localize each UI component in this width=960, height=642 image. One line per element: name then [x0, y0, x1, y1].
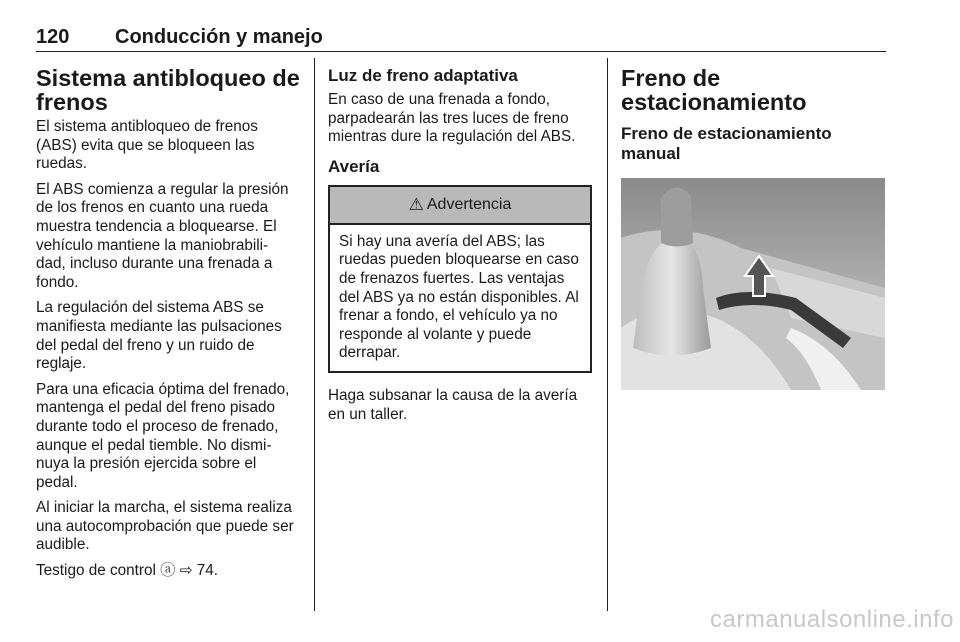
column-abs	[36, 58, 302, 588]
column-divider-1	[314, 58, 315, 611]
page-ref-arrow-icon: ⇨	[179, 562, 193, 580]
warning-box	[328, 185, 592, 373]
fault-heading: Avería	[328, 156, 380, 176]
abs-paragraph-3: La regulación del sistema ABS se manifiesta mediante las pulsaciones del pedal del freno y un ruido de reglaje.	[36, 299, 282, 373]
page-header	[36, 26, 888, 52]
warning-body	[330, 225, 590, 371]
page-ref-link[interactable]: 74.	[196, 562, 219, 580]
warning-header	[330, 187, 590, 225]
warning-icon: ⚠	[408, 194, 424, 214]
abs-paragraph-5: Al iniciar la marcha, el sistema realiza una autocomprobación que puede ser audible.	[36, 499, 294, 554]
abs-heading: Sistema antibloqueo de frenos	[36, 65, 300, 115]
watermark: carmanualsonline.info	[710, 606, 954, 633]
warning-title: Advertencia	[426, 195, 512, 213]
parking-brake-heading: Freno de estacionamiento	[621, 65, 807, 115]
fault-remedy-paragraph: Haga subsanar la causa de la avería en un taller.	[328, 386, 578, 423]
parking-brake-photo	[621, 178, 885, 390]
header-rule	[36, 51, 886, 52]
abs-testigo-line	[36, 562, 302, 581]
column-brake-light	[328, 58, 596, 431]
abs-warning-light-icon: ⓐ	[160, 562, 176, 580]
abs-paragraph-1: El sistema antibloqueo de frenos (ABS) evita que se bloqueen las ruedas.	[36, 118, 258, 173]
brake-light-paragraph: En caso de una frenada a fondo, parpadearán las tres luces de freno mientras dure la regulación del ABS.	[328, 91, 576, 146]
abs-paragraph-2: El ABS comienza a regular la presión de los frenos en cuanto una rueda muestra tendencia a bloquearse. El vehículo mantiene la maniobrabili- dad, incluso durante una frenada a fondo.	[36, 180, 289, 291]
warning-text: Si hay una avería del ABS; las ruedas pueden bloquearse en caso de frenazos fuertes. Las ventajas del ABS ya no están disponibles. Al frenar a fondo, el vehículo ya no responde al volante y puede derrapar.	[339, 232, 579, 362]
column-divider-2	[607, 58, 608, 611]
page-number: 120	[36, 26, 70, 48]
brake-light-heading: Luz de freno adaptativa	[328, 66, 518, 85]
manual-parking-brake-subheading: Freno de estacionamiento manual	[621, 124, 832, 163]
column-parking-brake	[621, 58, 889, 390]
abs-paragraph-4: Para una eficacia óptima del frenado, mantenga el pedal del freno pisado durante todo el proceso de frenado, aunque el pedal tiemble. No dismi- nuya la presión ejercida sobre el pedal.	[36, 380, 290, 491]
section-title: Conducción y manejo	[115, 26, 323, 48]
testigo-text: Testigo de control	[36, 562, 156, 580]
